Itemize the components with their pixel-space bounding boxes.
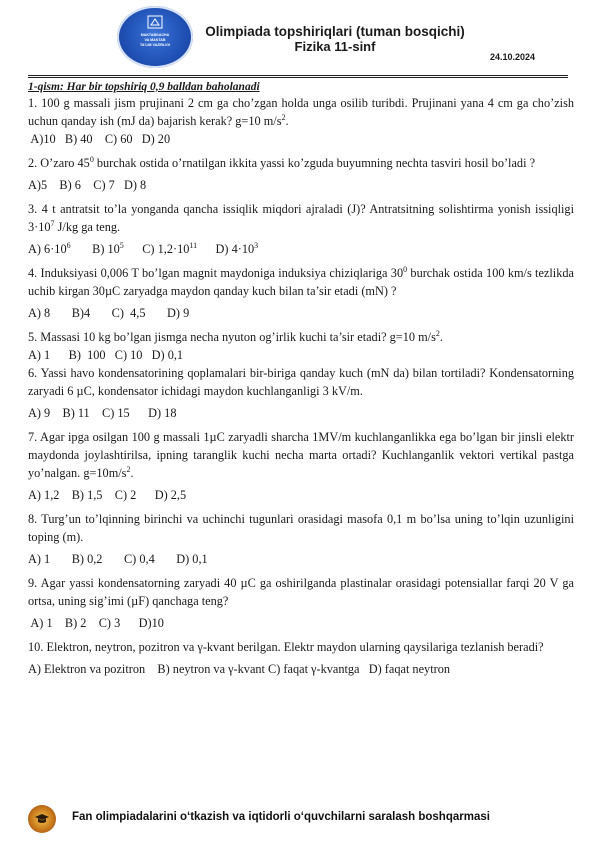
ministry-logo [117, 6, 193, 68]
graduation-cap-icon [35, 813, 49, 825]
question-7 [28, 428, 574, 504]
question-10 [28, 638, 574, 678]
document-title: Olimpiada topshiriqlari (tuman bosqichi) [205, 24, 465, 39]
answer-options: A) $6\cdot 10^6$ B) $10^5$ C) $1,2\cdot 10^{11}$ D) $4\cdot 10^3$ [28, 240, 259, 256]
question-text: 1. 100 g massali jism prujinani 2 cm ga cho’zgan holda unga osilib turibdi. Prujinani yana 4 cm ga cho’zish uchun qanday ish (mJ da) bajarish kerak? g=10 $m/s^2$. [28, 96, 574, 128]
logo-text-line-3: TA'LIM VAZIRLIGI [139, 43, 171, 47]
question-8 [28, 510, 574, 568]
logo-text-line-1: MAKTABGACHA [140, 33, 170, 37]
question-text: 4. Induksiyasi 0,006 T bo’lgan magnit maydoniga induksiya chiziqlariga $30^0$ burchak ostida 100 km/s tezlikda uchib kirgan 30µC zaryadga maydon qanday kuch bilan ta’sir etadi (mN) ? [28, 264, 574, 298]
answer-options: A) 1,2 B) 1,5 C) 2 D) 2,5 [28, 488, 187, 502]
question-5 [28, 328, 574, 364]
exam-date: 24.10.2024 [490, 52, 536, 62]
building-emblem-icon [147, 15, 163, 29]
header-divider [28, 75, 568, 78]
answer-options: A) 8 B)4 C) 4,5 D) 9 [28, 306, 190, 320]
question-text: 6. Yassi havo kondensatorining qoplamalari bir-biriga qanday kuch (mN da) bilan tortiladi? Kondensatorning zaryadi 6 µC, kondensator ichidagi maydon kuchlanganligi 3 kV/m. [28, 366, 574, 398]
question-text: 3. 4 t antratsit to’la yonganda qancha issiqlik miqdori ajraladi (J)? Antratsitning solishtirma yonish issiqligi $3\cdot 10^7$ J/kg ga teng. [28, 202, 574, 234]
answer-options: A)10 B) 40 C) 60 D) 20 [28, 132, 171, 146]
answer-options: A) 1 B) 100 C) 10 D) 0,1 [28, 348, 184, 362]
question-list [28, 80, 574, 678]
answer-options: A)5 B) 6 C) 7 D) 8 [28, 178, 147, 192]
answer-options: A) 9 B) 11 C) 15 D) 18 [28, 406, 177, 420]
question-6 [28, 364, 574, 422]
question-text: 5. Massasi 10 kg bo’lgan jismga necha nyuton og’irlik kuchi ta’sir etadi? g=10 $m/s^2$. [28, 328, 443, 344]
question-text: 8. Turg’un to’lqinning birinchi va uchinchi tugunlari orasidagi masofa 0,1 m bo’lsa uning to’lqin uzunligini toping (m). [28, 512, 574, 544]
footer-department-name: Fan olimpiadalarini o‘tkazish va iqtidorli o‘quvchilarni saralash boshqarmasi [72, 811, 490, 823]
question-9 [28, 574, 574, 632]
page-footer [28, 805, 568, 835]
subject-grade: Fizika 11-sinf [294, 39, 376, 54]
question-text: 2. O’zaro $45^0$ burchak ostida o’rnatilgan ikkita yassi ko’zguda buyumning nechta tasviri hosil bo’ladi ? [28, 154, 536, 170]
answer-options: A) 1 B) 0,2 C) 0,4 D) 0,1 [28, 552, 208, 566]
answer-options: A) Elektron va pozitron B) neytron va γ-kvant C) faqat γ-kvantga D) faqat neytron [28, 662, 450, 676]
question-1 [28, 94, 574, 148]
section-heading: 1-qism: Har bir topshiriq 0,9 balldan baholanadi [28, 81, 260, 93]
department-seal [28, 805, 56, 833]
question-3 [28, 200, 574, 258]
question-text: 7. Agar ipga osilgan 100 g massali 1µC zaryadli sharcha 1MV/m kuchlanganlikka ega bo’lgan bir jinsli elektr maydonda joylashtirilsa, ipning taranglik kuchi necha marta ortadi? Kuchlanganlik vektori vertikal pastga yo’nalgan. $g=10m/s^2$. [28, 430, 574, 480]
question-text: 10. Elektron, neytron, pozitron va γ-kvant berilgan. Elektr maydon ularning qaysilariga tezlanish beradi? [28, 640, 544, 654]
question-text: 9. Agar yassi kondensatorning zaryadi 40 µC ga oshirilganda plastinalar orasidagi potensiallar farqi 20 V ga ortsa, uning sig’imi (µF) qanchaga teng? [28, 576, 574, 608]
answer-options: A) 1 B) 2 C) 3 D)10 [28, 616, 164, 630]
logo-text-line-2: VA MAKTAB [144, 38, 166, 42]
question-2 [28, 154, 574, 194]
question-4 [28, 264, 574, 322]
